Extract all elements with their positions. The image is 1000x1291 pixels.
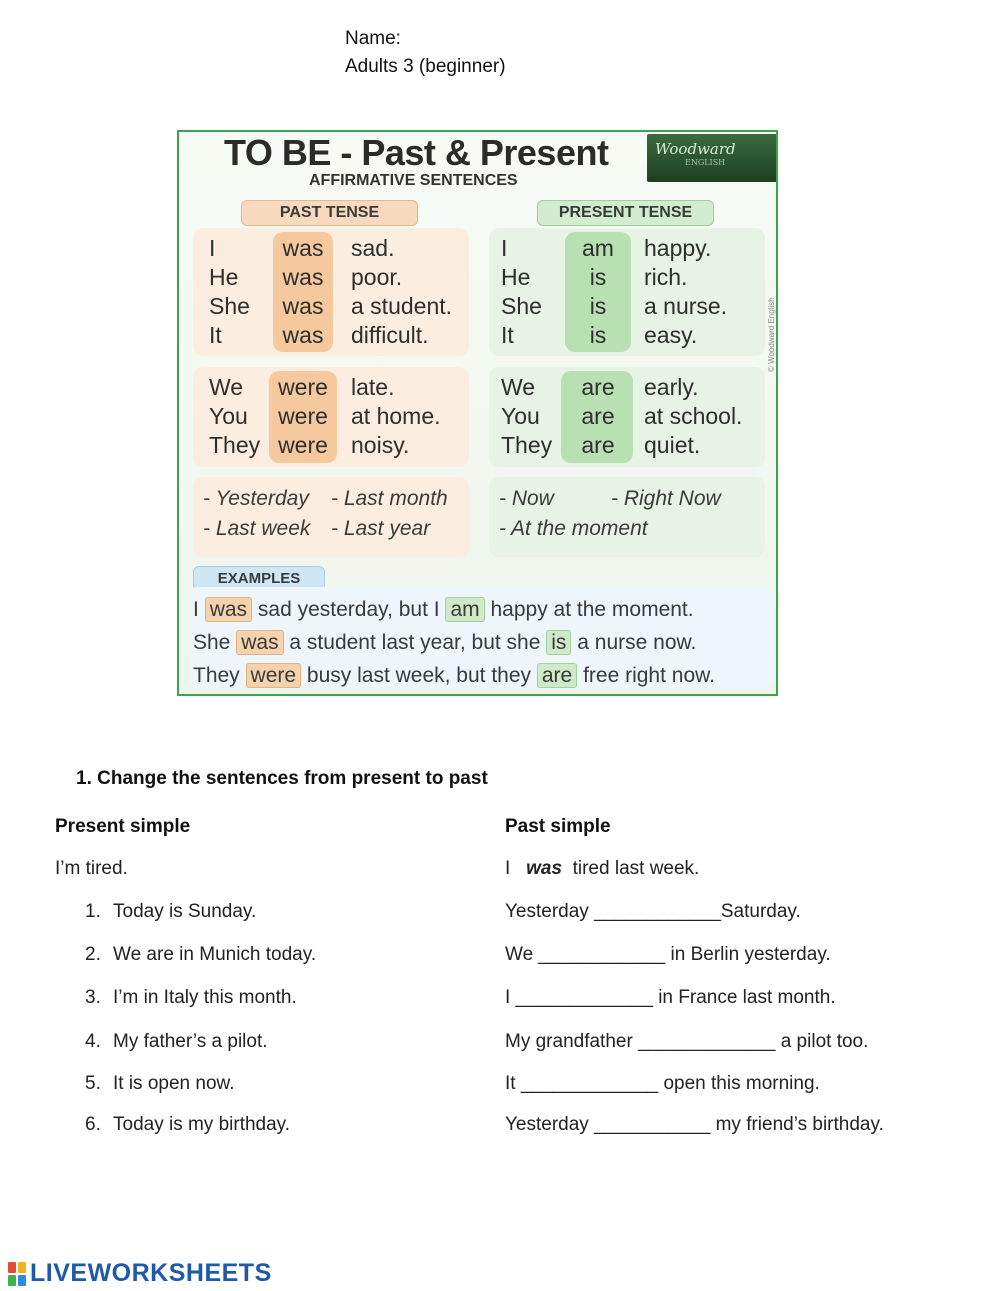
table-row: It is easy. [501,322,698,348]
examples-tag: EXAMPLES [193,566,325,591]
table-row: She was a student. [209,293,453,319]
table-row: I am happy. [501,235,712,261]
time-expression: - Right Now [611,487,721,510]
answer-line[interactable]: We ____________ in Berlin yesterday. [505,944,831,965]
table-row: They are quiet. [501,432,701,458]
present-time-expressions [489,477,765,557]
example-present: I’m tired. [55,858,128,879]
past-time-expressions [193,477,469,557]
poster-subtitle: AFFIRMATIVE SENTENCES [309,172,518,189]
example-answer: was [526,858,563,879]
past-verb: was [236,630,283,655]
table-row: They were noisy. [209,432,410,458]
answer-line[interactable]: Yesterday ___________ my friend’s birthday. [505,1114,884,1135]
example-sentence: I was sad yesterday, but I am happy at the moment. [193,598,694,621]
table-row: He was poor. [209,264,403,290]
past-tense-tag: PAST TENSE [241,200,418,226]
example-past: I was tired last week. [505,858,700,879]
time-expression: - Last week [203,517,311,540]
table-row: She is a nurse. [501,293,728,319]
present-tense-tag: PRESENT TENSE [537,200,714,226]
list-item: 5. It is open now. [85,1073,235,1094]
time-expression: - Last month [331,487,448,510]
time-expression: - Last year [331,517,431,540]
present-verb: is [546,630,571,655]
example-sentence: They were busy last week, but they are free right now. [193,664,715,687]
example-sentence: She was a student last year, but she is a nurse now. [193,631,697,654]
time-expression: - Yesterday [203,487,309,510]
copyright-text: © Woodward English [767,297,776,372]
table-row: We are early. [501,374,699,400]
list-item: 1. Today is Sunday. [85,901,257,922]
answer-line[interactable]: It _____________ open this morning. [505,1073,820,1094]
class-label: Adults 3 (beginner) [345,56,506,77]
present-singular-box [489,228,765,356]
poster-title: TO BE - Past & Present [224,132,609,173]
table-row: We were late. [209,374,395,400]
task-instruction: 1. Change the sentences from present to past [76,768,488,789]
name-label: Name: [345,28,401,49]
logo-subtext: ENGLISH [685,158,726,167]
table-row: It was difficult. [209,322,429,348]
liveworksheets-icon [8,1262,26,1286]
grammar-poster [177,130,778,696]
present-verb: are [537,663,577,688]
past-column-heading: Past simple [505,816,611,837]
list-item: 6. Today is my birthday. [85,1114,291,1135]
list-item: 3. I’m in Italy this month. [85,987,297,1008]
answer-line[interactable]: Yesterday ____________Saturday. [505,901,801,922]
table-row: You are at school. [501,403,743,429]
liveworksheets-logo: LIVEWORKSHEETS [8,1259,272,1288]
answer-line[interactable]: My grandfather _____________ a pilot too. [505,1031,869,1052]
table-row: I was sad. [209,235,395,261]
logo-text: Woodward [655,140,736,158]
present-verb: am [445,597,484,622]
table-row: You were at home. [209,403,441,429]
time-expression: - Now [499,487,554,510]
list-item: 4. My father’s a pilot. [85,1031,268,1052]
present-column-heading: Present simple [55,816,191,837]
answer-line[interactable]: I _____________ in France last month. [505,987,836,1008]
time-expression: - At the moment [499,517,648,540]
past-verb: were [246,663,302,688]
past-verb: was [205,597,252,622]
present-plural-box [489,367,765,467]
list-item: 2. We are in Munich today. [85,944,317,965]
past-singular-box [193,228,469,356]
table-row: He is rich. [501,264,688,290]
publisher-logo [647,134,777,182]
past-plural-box [193,367,469,467]
